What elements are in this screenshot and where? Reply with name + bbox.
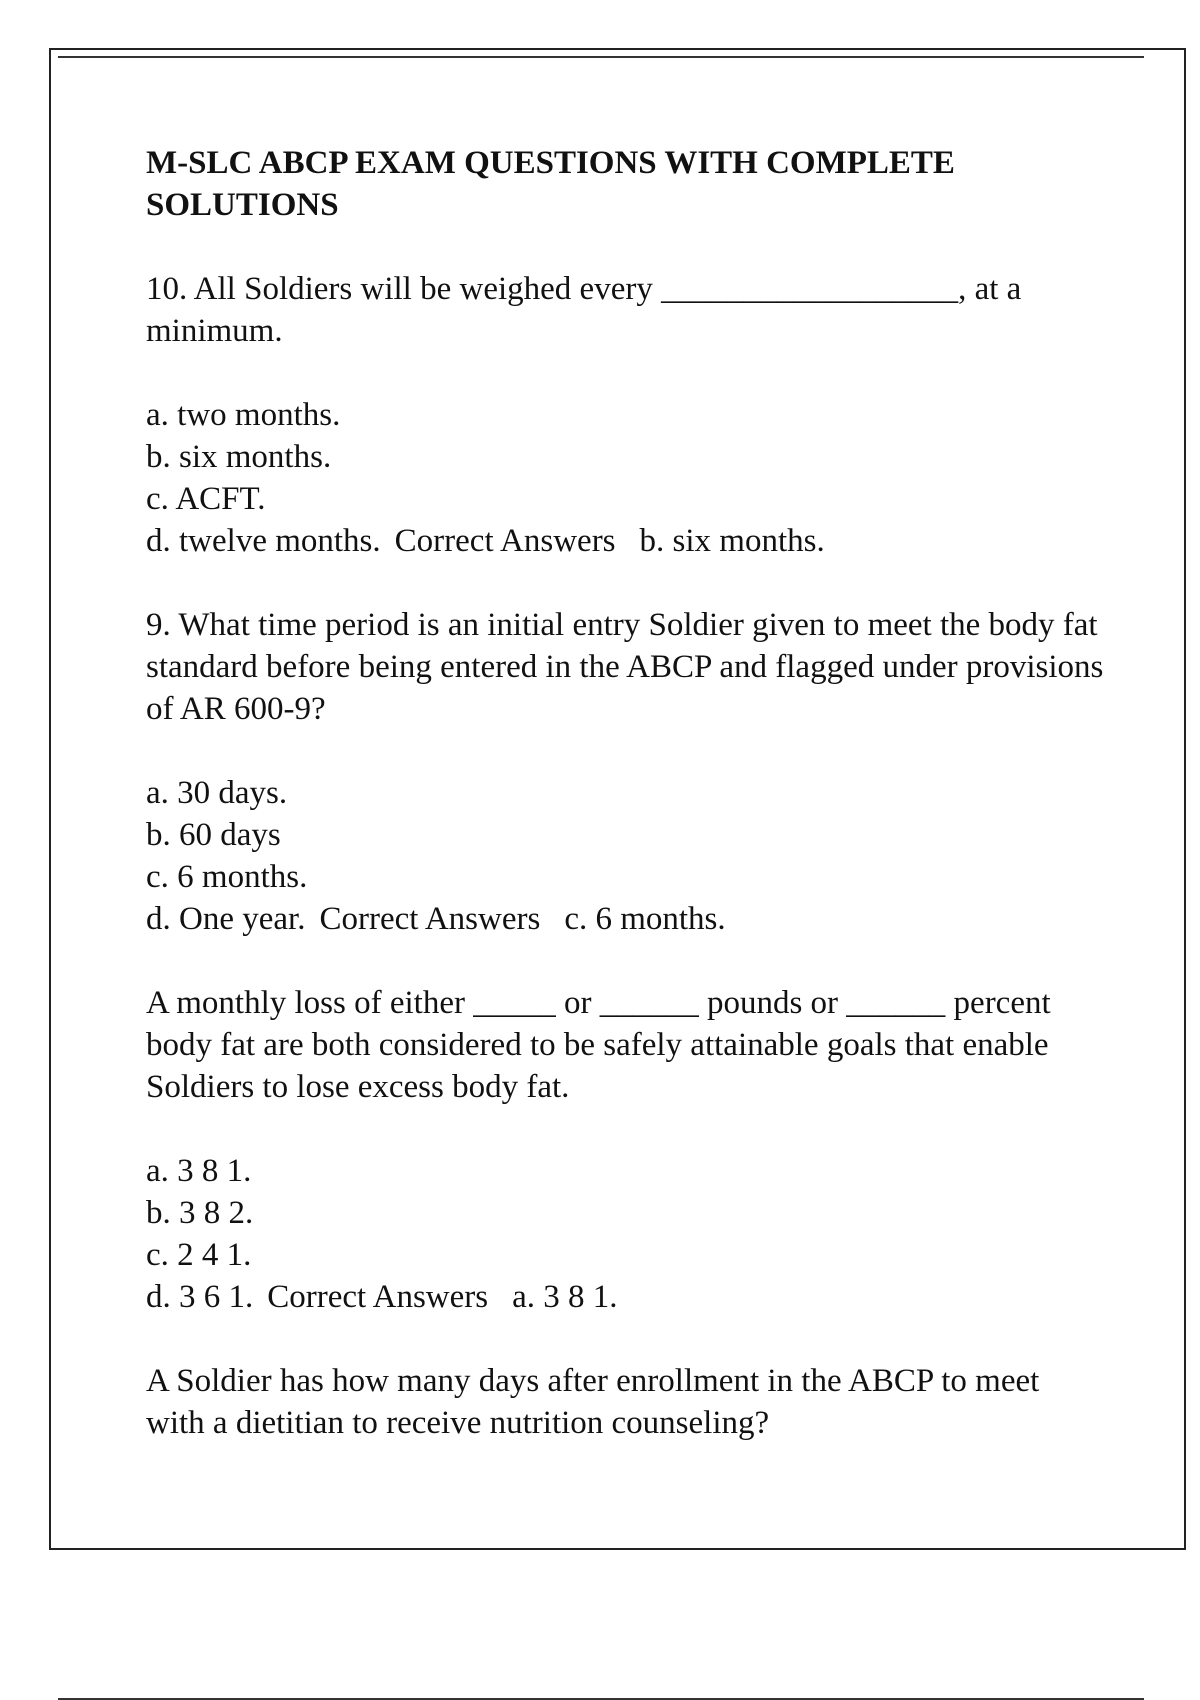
question-stem: A monthly loss of either _____ or ______ pounds or ______ percent body fat are both considered to be safely attainable goals that enable Soldiers to lose excess body fat. [146, 985, 1051, 1105]
document-body [146, 142, 1106, 1486]
option-d: d. twelve months. [146, 523, 381, 559]
question-stem: 9. What time period is an initial entry Soldier given to meet the body fat standard before being entered in the ABCP and flagged under provisions of AR 600-9? [146, 607, 1104, 727]
question-monthly-loss [146, 982, 1106, 1318]
option-c: c. 6 months. [146, 859, 308, 895]
header-rule [58, 56, 1144, 58]
option-d: d. 3 6 1. [146, 1279, 254, 1315]
option-a: a. two months. [146, 397, 341, 433]
option-b: b. 60 days [146, 817, 281, 853]
option-a: a. 3 8 1. [146, 1153, 252, 1189]
correct-answer-value: b. six months. [639, 523, 825, 559]
correct-answers-label: Correct Answers [267, 1279, 489, 1315]
document-title: M-SLC ABCP EXAM QUESTIONS WITH COMPLETE SOLUTIONS [146, 145, 955, 223]
option-d-with-answer [146, 520, 1106, 562]
option-b: b. 3 8 2. [146, 1195, 254, 1231]
question-stem: 10. All Soldiers will be weighed every __________________, at a minimum. [146, 271, 1022, 349]
option-d-with-answer [146, 898, 1106, 940]
option-b: b. six months. [146, 439, 332, 475]
correct-answer-value: c. 6 months. [564, 901, 726, 937]
question-9 [146, 604, 1106, 940]
question-dietitian [146, 1360, 1106, 1444]
correct-answers-label: Correct Answers [394, 523, 616, 559]
option-c: c. ACFT. [146, 481, 266, 517]
option-a: a. 30 days. [146, 775, 288, 811]
question-10 [146, 268, 1106, 562]
option-d-with-answer [146, 1276, 1106, 1318]
option-c: c. 2 4 1. [146, 1237, 252, 1273]
correct-answers-label: Correct Answers [319, 901, 541, 937]
option-d: d. One year. [146, 901, 306, 937]
question-stem: A Soldier has how many days after enrollment in the ABCP to meet with a dietitian to receive nutrition counseling? [146, 1363, 1040, 1441]
correct-answer-value: a. 3 8 1. [512, 1279, 618, 1315]
